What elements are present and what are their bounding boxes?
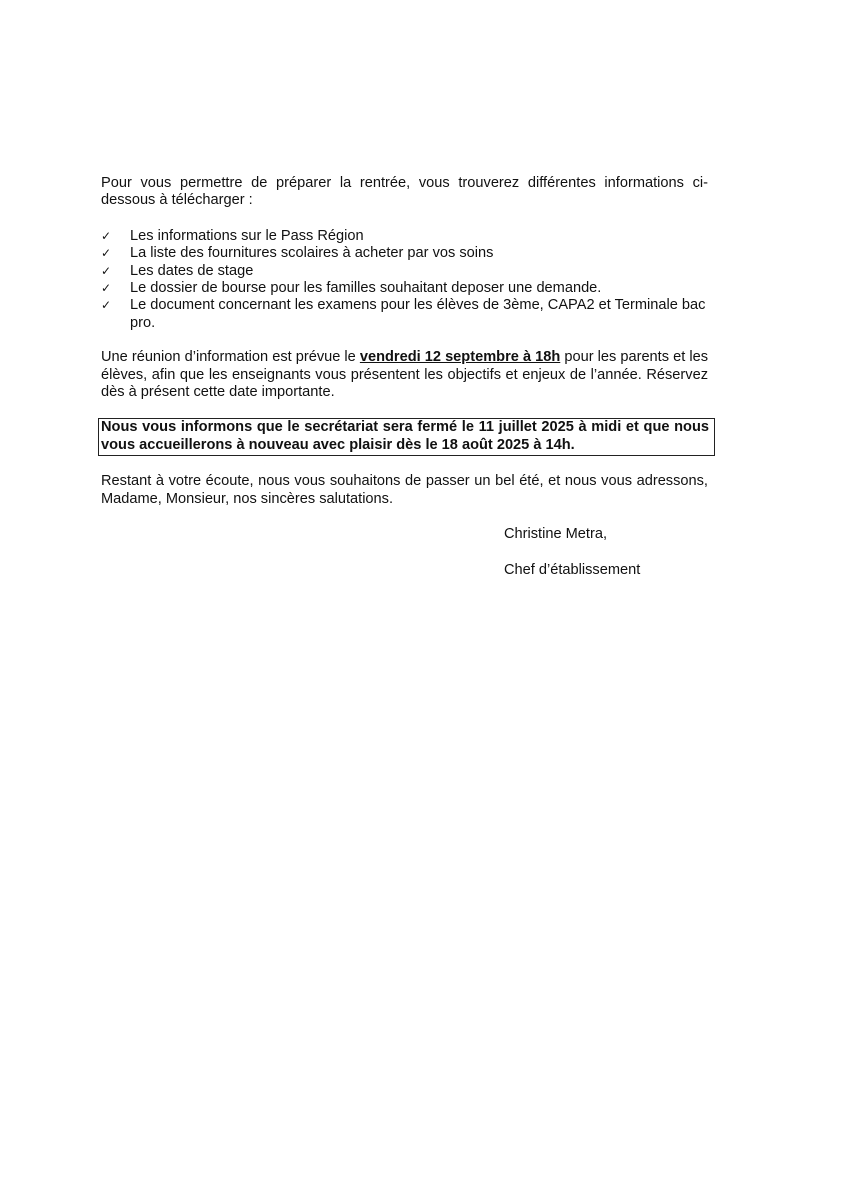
meeting-text-after: pour les parents et les élèves, afin que les enseignants vous présentent les objectifs et enjeux de l’année. Réservez dès à présent cette date importante. [101, 349, 708, 401]
signature-title: Chef d’établissement [504, 561, 641, 578]
check-icon: ✓ [101, 228, 112, 243]
meeting-text-before: Une réunion d’information est prévue le [101, 349, 360, 366]
closure-notice-box [98, 418, 715, 456]
check-icon: ✓ [101, 298, 112, 313]
closing-paragraph: Restant à votre écoute, nous vous souhaitons de passer un bel été, et nous vous adressons, Madame, Monsieur, nos sincères salutations. [101, 473, 708, 507]
signature-name: Christine Metra, [504, 526, 607, 543]
list-item [101, 280, 708, 297]
list-item [101, 245, 708, 262]
list-item [101, 297, 708, 332]
check-icon: ✓ [101, 263, 112, 278]
meeting-date: vendredi 12 septembre à 18h [359, 349, 561, 366]
signature-block [504, 526, 708, 579]
check-icon: ✓ [101, 281, 112, 296]
letter-body [101, 175, 708, 579]
list-item-text: Le document concernant les examens pour les élèves de 3ème, CAPA2 et Terminale bac pro. [130, 297, 706, 331]
list-item-text: La liste des fournitures scolaires à acheter par vos soins [130, 245, 494, 262]
check-icon: ✓ [101, 246, 112, 261]
list-item-text: Le dossier de bourse pour les familles souhaitant deposer une demande. [130, 280, 602, 297]
intro-paragraph: Pour vous permettre de préparer la rentrée, vous trouverez différentes informations ci-dessous à télécharger : [101, 175, 708, 209]
list-item [101, 228, 708, 245]
download-list [101, 228, 708, 332]
meeting-paragraph [101, 349, 708, 401]
list-item [101, 263, 708, 280]
list-item-text: Les dates de stage [130, 262, 254, 279]
list-item-text: Les informations sur le Pass Région [130, 227, 364, 244]
closure-notice-text: Nous vous informons que le secrétariat sera fermé le 11 juillet 2025 à midi et que nous vous accueillerons à nouveau avec plaisir dès le 18 août 2025 à 14h. [101, 419, 709, 453]
